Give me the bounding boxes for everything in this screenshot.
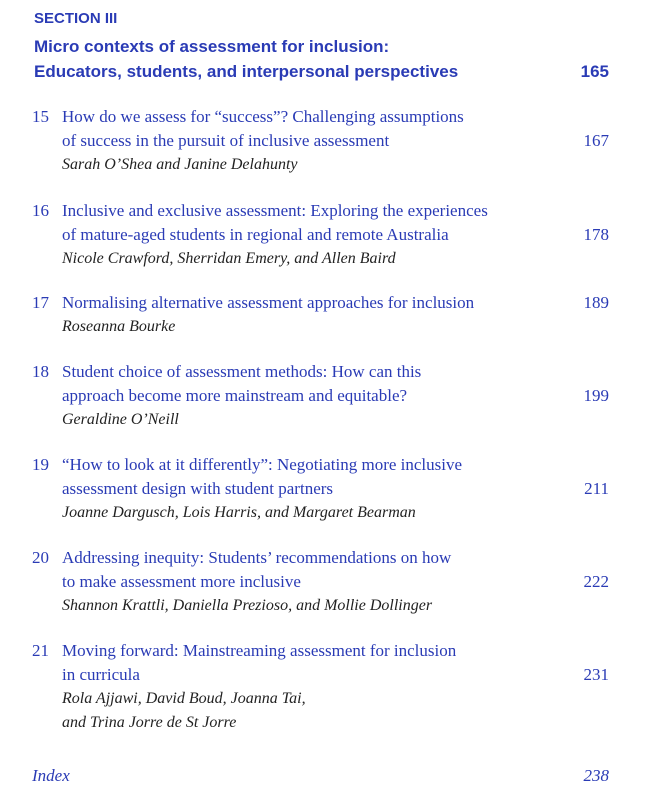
chapter-authors bbox=[62, 315, 175, 339]
chapter-title[interactable] bbox=[62, 546, 562, 594]
chapter-title-line: Moving forward: Mainstreaming assessment for inclusion bbox=[62, 641, 457, 660]
chapter-title-line: “How to look at it differently”: Negotiating more inclusive bbox=[62, 455, 463, 474]
chapter-title[interactable] bbox=[62, 291, 562, 315]
chapter-title-line: Inclusive and exclusive assessment: Exploring the experiences bbox=[62, 201, 488, 220]
author-line: Rola Ajjawi, David Boud, Joanna Tai, bbox=[62, 690, 306, 707]
section-label: SECTION III bbox=[34, 10, 118, 27]
chapter-number: 16 bbox=[32, 201, 49, 220]
chapter-page-number: 211 bbox=[584, 479, 609, 498]
index-link[interactable]: Index bbox=[32, 766, 70, 785]
chapter-page-number: 231 bbox=[583, 665, 609, 684]
chapter-number: 20 bbox=[32, 548, 49, 567]
chapter-number: 15 bbox=[32, 107, 49, 126]
chapter-page-number: 222 bbox=[583, 572, 609, 591]
chapter-authors bbox=[62, 501, 416, 525]
chapter-title[interactable] bbox=[62, 199, 562, 247]
section-title bbox=[34, 34, 574, 84]
chapter-title-line: approach become more mainstream and equitable? bbox=[62, 386, 408, 405]
chapter-number: 19 bbox=[32, 455, 49, 474]
section-title-line: Micro contexts of assessment for inclusion: bbox=[34, 37, 390, 56]
author-line: Roseanna Bourke bbox=[62, 318, 176, 335]
chapter-page-number: 167 bbox=[583, 131, 609, 150]
chapter-title-line: in curricula bbox=[62, 665, 140, 684]
chapter-number: 21 bbox=[32, 641, 49, 660]
section-title-line: Educators, students, and interpersonal perspectives bbox=[34, 62, 459, 81]
chapter-title-line: Addressing inequity: Students’ recommendations on how bbox=[62, 548, 452, 567]
chapter-authors bbox=[62, 408, 179, 432]
chapter-title[interactable] bbox=[62, 639, 562, 687]
chapter-authors bbox=[62, 247, 396, 271]
chapter-title[interactable] bbox=[62, 360, 562, 408]
chapter-title-line: of success in the pursuit of inclusive assessment bbox=[62, 131, 390, 150]
chapter-authors bbox=[62, 687, 306, 735]
chapter-title-line: to make assessment more inclusive bbox=[62, 572, 301, 591]
chapter-page-number: 178 bbox=[583, 225, 609, 244]
index-page-number: 238 bbox=[583, 766, 609, 785]
chapter-title-line: Student choice of assessment methods: How can this bbox=[62, 362, 422, 381]
author-line: Sarah O’Shea and Janine Delahunty bbox=[62, 156, 298, 173]
chapter-title-line: How do we assess for “success”? Challenging assumptions bbox=[62, 107, 464, 126]
author-line: and Trina Jorre de St Jorre bbox=[62, 714, 237, 731]
author-line: Shannon Krattli, Daniella Prezioso, and Mollie Dollinger bbox=[62, 597, 433, 614]
chapter-title-line: Normalising alternative assessment approaches for inclusion bbox=[62, 293, 475, 312]
chapter-title-line: assessment design with student partners bbox=[62, 479, 334, 498]
chapter-title[interactable] bbox=[62, 105, 562, 153]
chapter-number: 17 bbox=[32, 293, 49, 312]
chapter-authors bbox=[62, 594, 432, 618]
chapter-title-line: of mature-aged students in regional and remote Australia bbox=[62, 225, 449, 244]
author-line: Geraldine O’Neill bbox=[62, 411, 179, 428]
author-line: Nicole Crawford, Sherridan Emery, and Allen Baird bbox=[62, 250, 396, 267]
chapter-number: 18 bbox=[32, 362, 49, 381]
author-line: Joanne Dargusch, Lois Harris, and Margaret Bearman bbox=[62, 504, 416, 521]
chapter-authors bbox=[62, 153, 298, 177]
chapter-page-number: 189 bbox=[583, 293, 609, 312]
chapter-page-number: 199 bbox=[583, 386, 609, 405]
chapter-title[interactable] bbox=[62, 453, 562, 501]
section-page-number: 165 bbox=[580, 62, 609, 81]
